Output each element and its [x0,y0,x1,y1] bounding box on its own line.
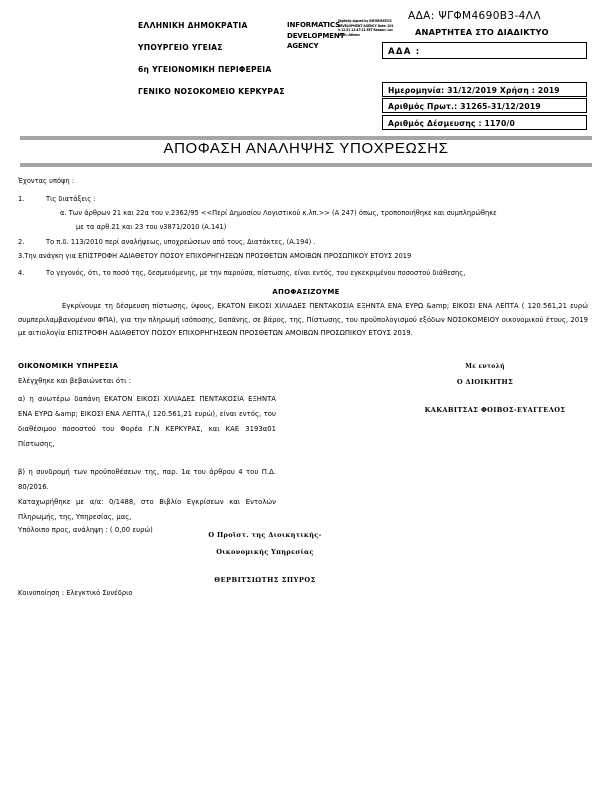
ada-code-value: ΨΓΦΜ4690Β3-4ΛΛ [438,10,541,22]
clause-1-text: Τις διατάξεις : [46,195,96,203]
page-title: ΑΠΟΦΑΣΗ ΑΝΑΛΗΨΗΣ ΥΠΟΧΡΕΩΣΗΣ [163,140,449,157]
right-signer-by-order: Με εντολή [465,363,505,370]
ada-code-label: ΑΔΑ: [408,10,435,22]
document-header [0,0,612,132]
decision-heading: ΑΠΟΦΑΣΙΖΟΥΜΕ [272,288,340,296]
financial-service-heading: ΟΙΚΟΝΟΜΙΚΗ ΥΠΗΡΕΣΙΑ [18,362,119,370]
commitment-number-box [382,115,587,130]
remaining-balance: Υπόλοιπο προς, ανάληψη : ( 0,00 ευρώ) [18,526,153,534]
commitment-box-text: Αριθμός Δέσμευσης : 1170/0 [388,119,515,128]
left-signer-role-line-2: Οικονομικής Υπηρεσίας [216,548,314,556]
clause-1-number: 1. [18,195,25,203]
left-signer-name: ΘΕΡΒΙΤΣΙΩΤΗΣ ΣΠΥΡΟΣ [214,576,316,584]
issuing-organization [138,22,298,110]
ada-field-label: ΑΔΑ : [388,46,421,57]
clause-1a-line-1: α. Των άρθρων 21 και 22α του ν.2362/95 <<Περί Δημοσίου Λογιστικού κ.λπ.>> (Α 247) όπως, τροποποιήθηκε και συμπληρώθηκε [60,209,497,217]
financial-item-a: α) η ανωτέρω δαπάνη ΕΚΑΤΟΝ ΕΙΚΟΣΙ ΧΙΛΙΑΔΕΣ ΠΕΝΤΑΚΟΣΙΑ ΕΞΗΝΤΑ ΕΝΑ ΕΥΡΩ &amp; ΕΙΚΟΣΙ ΕΝΑ ΛΕΠΤΑ,( 120.561,21 ευρώ), είναι εντός, του διαθέσιμου ποσοστού του Φορέα Γ.Ν ΚΕΡΚΥΡΑΣ, και ΚΑΕ 3193α01 Πίστωσης, [18,395,276,448]
financial-service-intro: Ελέγχθηκε και βεβαιώνεται ότι : [18,377,132,385]
clause-4-number: 4. [18,269,25,277]
protocol-box-text: Αριθμός Πρωτ.: 31265-31/12/2019 [388,102,541,111]
ida-certificate-details: Digitally signed by INFORMATICS DEVELOPMENT AGENCY Date: 2019.12.31 12:47:21 EET Reason: Location: Athens [338,19,394,37]
date-box-text: Ημερομηνία: 31/12/2019 Χρήση : 2019 [388,86,560,95]
notification-footer: Κοινοποίηση : Ελεγκτικό Συνέδριο [18,589,133,597]
right-signer-role: Ο ΔΙΟΙΚΗΤΗΣ [456,378,514,386]
clause-2-text: Το π.δ. 113/2010 περί αναλήψεως, υποχρεώσεων από τους, Διατάκτες, (Α.194) . [46,238,316,246]
decision-body: Εγκρίνουμε τη δέσμευση πίστωσης, ύψους, ΕΚΑΤΟΝ ΕΙΚΟΣΙ ΧΙΛΙΑΔΕΣ ΠΕΝΤΑΚΟΣΙΑ ΕΞΗΝΤΑ ΕΝΑ ΕΥΡΩ &amp; ΕΙΚΟΣΙ ΕΝΑ ΛΕΠΤΑ ( 120.561,21 ευρώ συμπεριλαμβανομένου ΦΠΑ), για την πληρωμή ισόποσης, δαπάνης, σε βάρος, της, Πίστωσης, του προϋπολογισμού εξόδων ΝΟΣΟΚΟΜΕΙΟΥ οικονομικού έτους, 2019 με αιτιολογία ΕΠΙΣΤΡΟΦΗ ΑΔΙΑΘΕΤΟΥ ΠΟΣΟΥ ΕΠΙΧΟΡΗΓΗΣΕΩΝ ΠΡΟΣΘΕΤΩΝ ΑΜΟΙΒΩΝ ΠΡΟΣΩΠΙΚΟΥ ΕΤΟΥΣ 2019. [18,302,588,338]
registration-entry: Καταχωρήθηκε με α/α: 0/1488, στο Βιβλίο Εγκρίσεων και Εντολών Πληρωμής, της, Υπηρεσίας, μας, [18,498,276,521]
clause-4-text: Το γεγονός, ότι, το ποσό της, δεσμευόμενης, με την παρούσα, πίστωσης, είναι εντός, του εγκεκριμένου ποσοστού διάθεσης, [46,269,466,277]
ada-field-box [382,42,587,59]
org-line-3: 6η ΥΓΕΙΟΝΟΜΙΚΗ ΠΕΡΙΦΕΡΕΙΑ [138,65,272,75]
left-signer-role-line-1: Ο Προϊστ. της Διοικητικής- [208,531,322,539]
right-signer-name: ΚΑΚΑΒΙΤΣΑΣ ΦΟΙΒΟΣ-ΕΥΑΓΓΕΛΟΣ [424,406,566,414]
protocol-number-box [382,98,587,113]
preamble-text: Έχοντας υπόψη : [18,177,75,185]
org-line-2: ΥΠΟΥΡΓΕΙΟ ΥΓΕΙΑΣ [138,43,223,53]
clause-2-number: 2. [18,238,25,246]
clause-3-text: 3.Την ανάγκη για ΕΠΙΣΤΡΟΦΗ ΑΔΙΑΘΕΤΟΥ ΠΟΣΟΥ ΕΠΙΧΟΡΗΓΗΣΕΩΝ ΠΡΟΣΘΕΤΩΝ ΑΜΟΙΒΩΝ ΠΡΟΣΩΠΙΚΟΥ ΕΤΟΥΣ 2019 [18,252,412,260]
clause-1a-line-2: με τα αρθ.21 και 23 του ν3871/2010 (Α.141) [76,223,227,231]
digital-signature-stamp [287,19,395,59]
title-divider-bottom [20,163,592,167]
org-line-1: ΕΛΛΗΝΙΚΗ ΔΗΜΟΚΡΑΤΙΑ [138,21,248,30]
ada-code-header [408,10,541,22]
anartitea-notice: ΑΝΑΡΤΗΤΕΑ ΣΤΟ ΔΙΑΔΙΚΤΥΟ [415,27,549,37]
date-box [382,82,587,97]
ida-agency-name: INFORMATICS DEVELOPMENT AGENCY [287,21,345,50]
org-line-4: ΓΕΝΙΚΟ ΝΟΣΟΚΟΜΕΙΟ ΚΕΡΚΥΡΑΣ [138,87,285,97]
financial-item-b: β) η συνδρομή των προϋποθέσεων της, παρ. 1α του άρθρου 4 του Π.Δ. 80/2016. [18,468,276,491]
